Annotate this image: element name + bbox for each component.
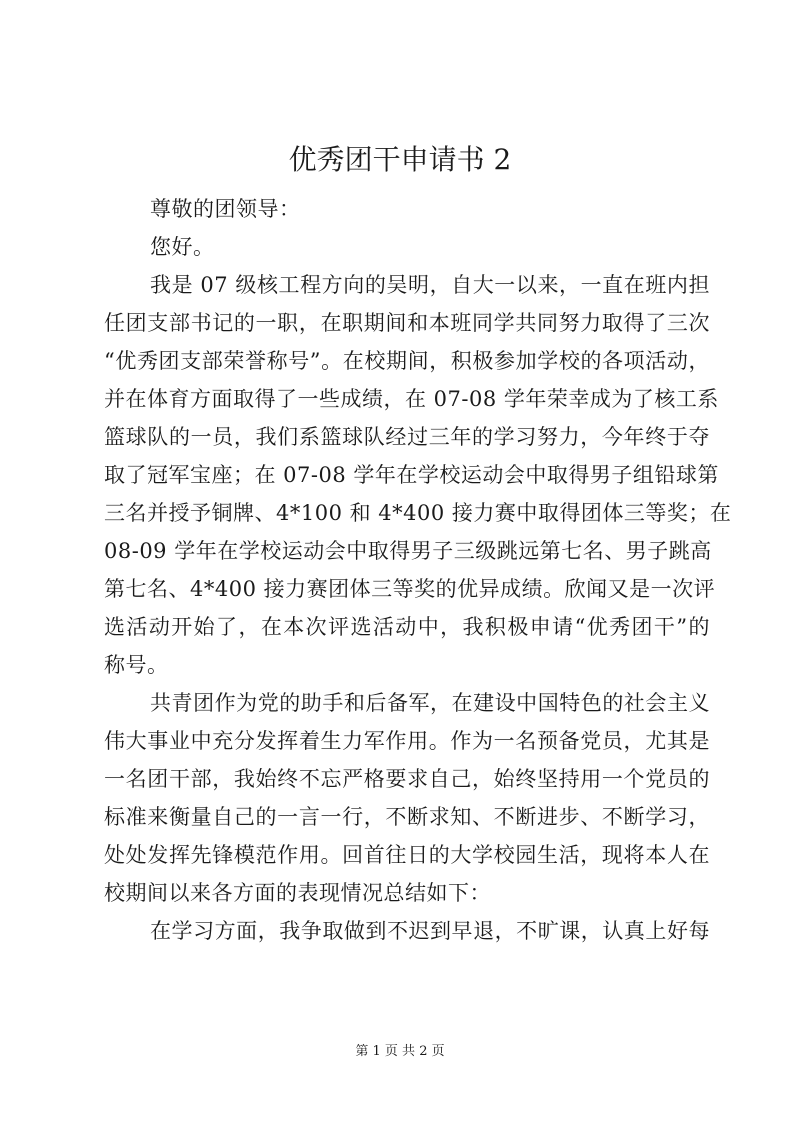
- paragraph-1-line: 篮球队的一员，我们系篮球队经过三年的学习努力，今年终于夺: [104, 425, 710, 449]
- paragraph-2-line: 伟大事业中充分发挥着生力军作用。作为一名预备党员，尤其是: [104, 729, 710, 753]
- document-title: 优秀团干申请书 2: [288, 143, 512, 176]
- paragraph-1-line: 08-09 学年在学校运动会中取得男子三级跳远第七名、男子跳高: [104, 539, 712, 563]
- salutation-line: 尊敬的团领导：: [150, 197, 301, 221]
- page-number-footer: 第 1 页 共 2 页: [355, 1044, 445, 1059]
- paragraph-2-line: 共青团作为党的助手和后备军，在建设中国特色的社会主义: [150, 691, 710, 715]
- paragraph-1-line: 取了冠军宝座；在 07-08 学年在学校运动会中取得男子组铅球第: [104, 463, 719, 487]
- paragraph-2-line: 校期间以来各方面的表现情况总结如下：: [104, 881, 491, 905]
- paragraph-2-line: 标准来衡量自己的一言一行，不断求知、不断进步、不断学习，: [104, 805, 710, 829]
- paragraph-2-line: 一名团干部，我始终不忘严格要求自己，始终坚持用一个党员的: [104, 767, 710, 791]
- paragraph-1-line: 任团支部书记的一职，在职期间和本班同学共同努力取得了三次: [104, 311, 710, 335]
- paragraph-3-line: 在学习方面，我争取做到不迟到早退，不旷课，认真上好每: [150, 919, 710, 943]
- paragraph-2-line: 处处发挥先锋模范作用。回首往日的大学校园生活，现将本人在: [104, 843, 710, 867]
- paragraph-1-line: 并在体育方面取得了一些成绩，在 07-08 学年荣幸成为了核工系: [104, 387, 719, 411]
- paragraph-1-line: 我是 07 级核工程方向的吴明，自大一以来，一直在班内担: [150, 273, 710, 297]
- paragraph-1-line: 第七名、4*400 接力赛团体三等奖的优异成绩。欣闻又是一次评: [104, 577, 716, 601]
- paragraph-1-line: 选活动开始了，在本次评选活动中，我积极申请“优秀团干”的: [104, 615, 710, 639]
- greeting-line: 您好。: [150, 235, 215, 259]
- document-body: [104, 190, 732, 950]
- paragraph-1-line: 三名并授予铜牌、4*100 和 4*400 接力赛中取得团体三等奖；在: [104, 501, 732, 525]
- paragraph-1-line: 称号。: [104, 653, 169, 677]
- paragraph-1-line: “优秀团支部荣誉称号”。在校期间，积极参加学校的各项活动，: [104, 349, 710, 373]
